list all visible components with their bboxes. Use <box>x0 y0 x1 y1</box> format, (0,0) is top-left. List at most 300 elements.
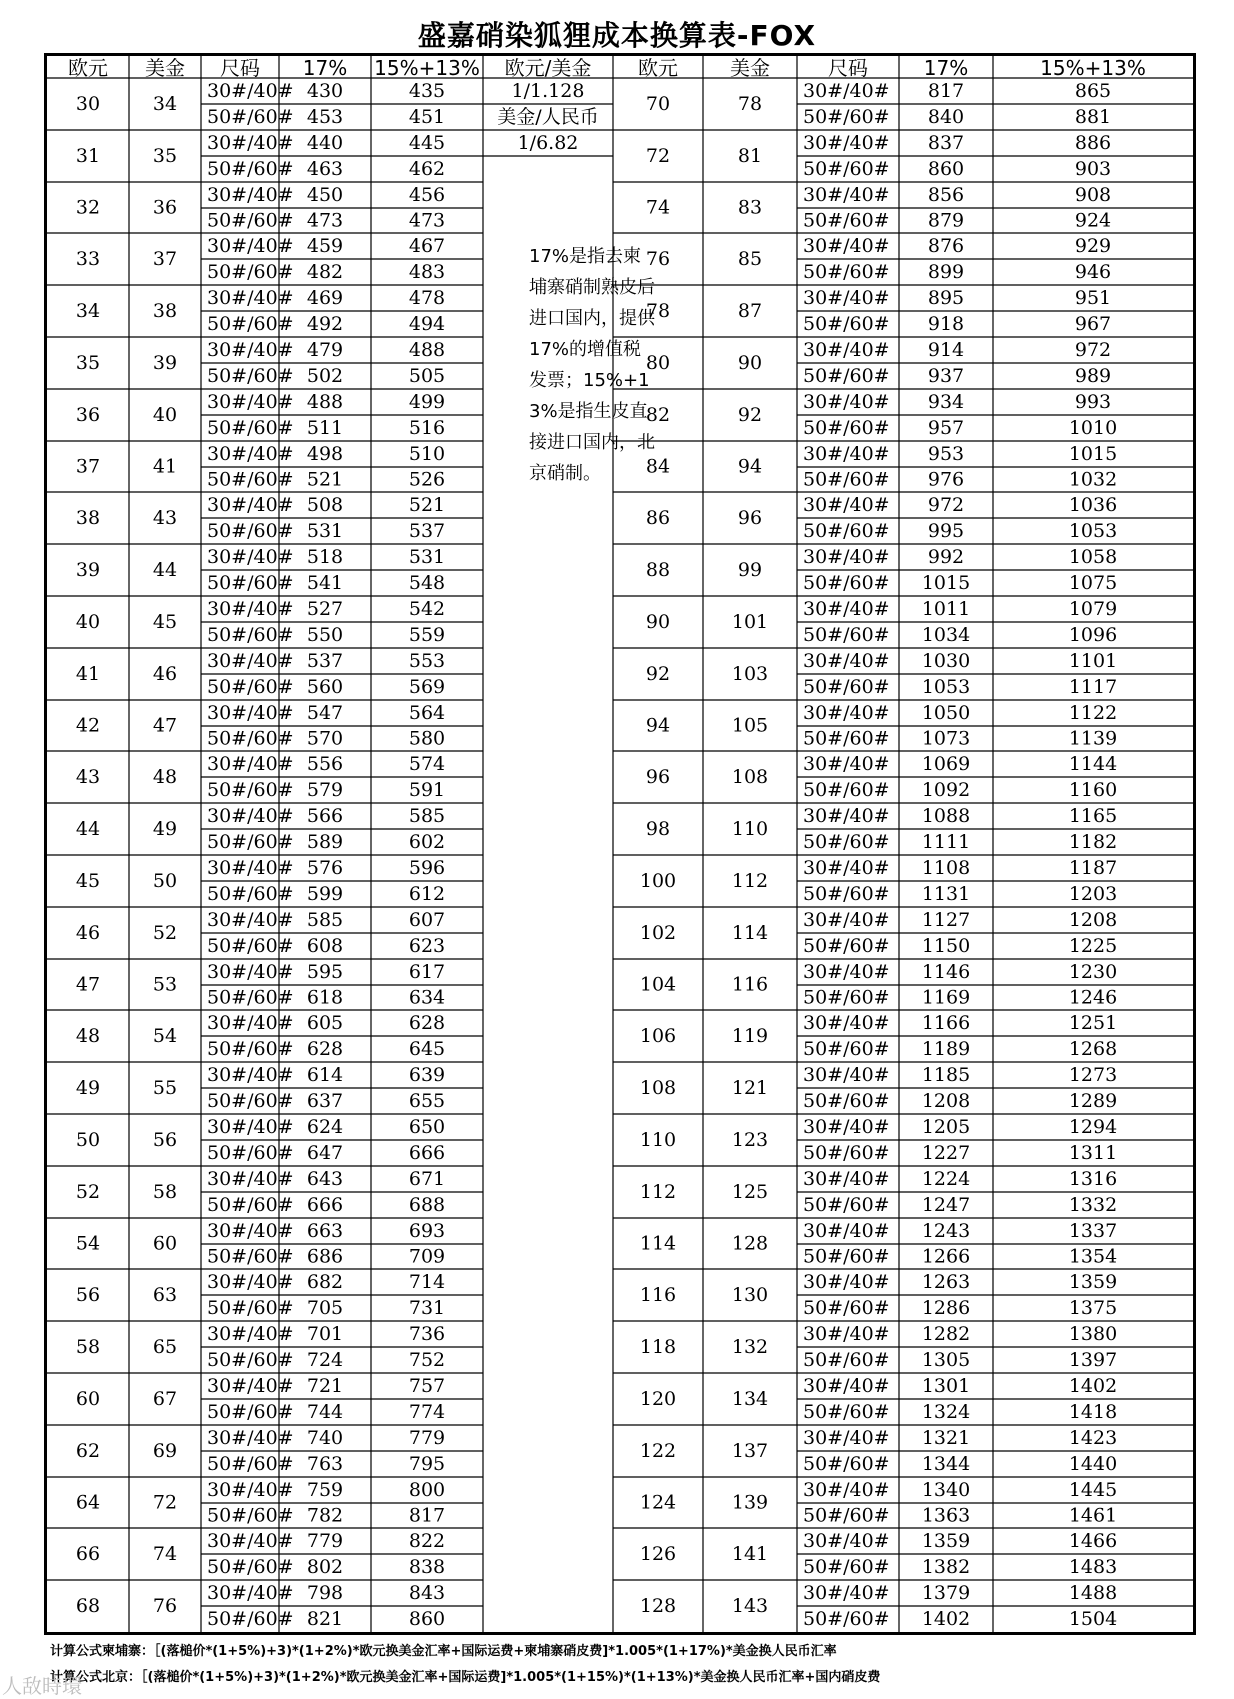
left-size-29-0: 30#/40# <box>207 1582 294 1604</box>
right-v17-24-0: 1282 <box>921 1323 971 1345</box>
left-v17-6-0: 488 <box>306 391 344 413</box>
left-v17-9-1: 541 <box>306 572 344 594</box>
left-v17-3-1: 482 <box>306 261 344 283</box>
right-size-10-0: 30#/40# <box>803 598 890 620</box>
left-usd-19: 55 <box>152 1077 178 1099</box>
left-size-13-1: 50#/60# <box>207 779 294 801</box>
right-eur-11: 92 <box>645 663 671 685</box>
left-v1513-27-1: 817 <box>408 1504 446 1527</box>
left-v1513-0-1: 451 <box>408 106 446 128</box>
right-usd-16: 114 <box>731 922 769 944</box>
left-size-9-0: 30#/40# <box>207 546 294 568</box>
right-usd-24: 132 <box>731 1336 769 1358</box>
right-size-5-0: 30#/40# <box>803 339 890 361</box>
left-v1513-20-0: 650 <box>408 1116 446 1138</box>
left-v17-23-0: 682 <box>306 1271 344 1293</box>
left-usd-13: 48 <box>152 766 178 788</box>
right-size-26-1: 50#/60# <box>803 1453 890 1475</box>
left-v17-18-0: 605 <box>306 1012 344 1034</box>
right-eur-19: 108 <box>639 1077 677 1099</box>
left-v1513-29-1: 860 <box>408 1608 446 1630</box>
right-v1513-5-1: 989 <box>1074 365 1112 387</box>
right-v17-9-1: 1015 <box>921 572 971 594</box>
right-v17-29-0: 1379 <box>921 1582 971 1604</box>
right-size-24-0: 30#/40# <box>803 1323 890 1345</box>
right-size-9-0: 30#/40# <box>803 546 890 568</box>
right-eur-10: 90 <box>645 611 671 633</box>
right-v1513-10-1: 1096 <box>1068 624 1118 646</box>
left-v17-8-0: 508 <box>306 494 344 516</box>
left-v1513-22-1: 709 <box>408 1245 446 1268</box>
left-v17-27-1: 782 <box>306 1504 344 1527</box>
left-size-11-1: 50#/60# <box>207 676 294 698</box>
left-size-3-0: 30#/40# <box>207 235 294 257</box>
right-v17-27-0: 1340 <box>921 1478 971 1501</box>
right-size-23-0: 30#/40# <box>803 1271 890 1293</box>
right-eur-14: 98 <box>645 818 671 840</box>
right-eur-16: 102 <box>639 922 677 944</box>
left-v1513-3-0: 467 <box>408 235 446 257</box>
left-size-8-0: 30#/40# <box>207 494 294 516</box>
left-v1513-14-1: 602 <box>408 831 446 853</box>
right-v17-6-1: 957 <box>927 417 965 439</box>
left-v1513-11-0: 553 <box>408 650 446 672</box>
left-v17-26-1: 763 <box>306 1453 344 1475</box>
right-eur-24: 118 <box>639 1336 677 1358</box>
right-v17-25-0: 1301 <box>921 1375 971 1397</box>
right-usd-6: 92 <box>737 404 763 426</box>
left-v1513-5-1: 505 <box>408 365 446 387</box>
right-v1513-15-0: 1187 <box>1068 857 1118 879</box>
left-v17-10-0: 527 <box>306 598 344 620</box>
left-eur-7: 37 <box>75 455 101 478</box>
right-header-0: 欧元 <box>638 56 678 80</box>
right-v1513-23-0: 1359 <box>1068 1271 1118 1293</box>
right-v1513-19-1: 1289 <box>1068 1090 1118 1112</box>
left-size-1-1: 50#/60# <box>207 158 294 180</box>
left-v1513-27-0: 800 <box>408 1478 446 1501</box>
right-size-17-0: 30#/40# <box>803 960 890 983</box>
right-eur-29: 128 <box>639 1595 677 1617</box>
right-v1513-27-1: 1461 <box>1068 1504 1118 1527</box>
right-v1513-0-1: 881 <box>1074 106 1112 128</box>
left-size-6-1: 50#/60# <box>207 417 294 439</box>
left-size-12-0: 30#/40# <box>207 701 294 724</box>
right-usd-13: 108 <box>731 766 769 788</box>
left-v1513-1-0: 445 <box>408 132 446 154</box>
left-eur-10: 40 <box>75 611 101 633</box>
left-header-1: 美金 <box>145 56 185 80</box>
right-size-11-0: 30#/40# <box>803 650 890 672</box>
right-v17-19-0: 1185 <box>921 1064 971 1086</box>
left-v1513-5-0: 488 <box>408 339 446 361</box>
left-v17-2-0: 450 <box>306 183 344 206</box>
left-v17-20-0: 624 <box>306 1116 344 1138</box>
right-v1513-4-1: 967 <box>1074 313 1112 335</box>
right-v17-1-0: 837 <box>927 132 965 154</box>
right-eur-27: 124 <box>639 1491 677 1514</box>
left-v17-15-1: 599 <box>306 883 344 905</box>
left-v17-29-1: 821 <box>306 1608 344 1630</box>
right-size-21-0: 30#/40# <box>803 1168 890 1190</box>
right-v1513-3-1: 946 <box>1074 261 1112 283</box>
right-v1513-9-1: 1075 <box>1068 572 1118 594</box>
right-v17-25-1: 1324 <box>921 1401 971 1423</box>
left-size-9-1: 50#/60# <box>207 572 294 594</box>
right-size-4-1: 50#/60# <box>803 313 890 335</box>
right-eur-2: 74 <box>645 196 671 219</box>
left-size-12-1: 50#/60# <box>207 727 294 750</box>
right-v1513-29-0: 1488 <box>1068 1582 1118 1604</box>
right-v17-16-1: 1150 <box>921 935 971 957</box>
right-v1513-26-0: 1423 <box>1068 1427 1118 1449</box>
right-usd-15: 112 <box>731 870 769 892</box>
left-eur-4: 34 <box>75 300 101 322</box>
left-v1513-28-1: 838 <box>408 1556 446 1578</box>
left-size-26-1: 50#/60# <box>207 1453 294 1475</box>
right-v1513-11-1: 1117 <box>1068 676 1118 698</box>
left-v17-22-0: 663 <box>306 1219 344 1242</box>
right-v17-22-0: 1243 <box>921 1219 971 1242</box>
left-eur-20: 50 <box>75 1129 101 1151</box>
left-v1513-12-1: 580 <box>408 727 446 750</box>
left-size-8-1: 50#/60# <box>207 520 294 542</box>
right-size-15-1: 50#/60# <box>803 883 890 905</box>
right-size-13-0: 30#/40# <box>803 753 890 775</box>
left-v1513-0-0: 435 <box>408 80 446 102</box>
right-size-27-0: 30#/40# <box>803 1478 890 1501</box>
left-usd-7: 41 <box>152 455 178 478</box>
right-v1513-22-0: 1337 <box>1068 1219 1118 1242</box>
left-v17-7-1: 521 <box>306 468 344 491</box>
right-v17-28-0: 1359 <box>921 1530 971 1552</box>
right-eur-7: 84 <box>645 455 671 478</box>
right-v17-14-1: 1111 <box>921 831 971 853</box>
left-v17-12-0: 547 <box>306 701 344 724</box>
left-v17-16-1: 608 <box>306 935 344 957</box>
left-size-10-1: 50#/60# <box>207 624 294 646</box>
left-eur-17: 47 <box>75 973 101 996</box>
left-eur-0: 30 <box>75 93 101 115</box>
left-v17-19-1: 637 <box>306 1090 344 1112</box>
left-size-2-0: 30#/40# <box>207 183 294 206</box>
left-usd-16: 52 <box>152 922 178 944</box>
left-size-23-0: 30#/40# <box>207 1271 294 1293</box>
left-v17-1-1: 463 <box>306 158 344 180</box>
right-v1513-24-0: 1380 <box>1068 1323 1118 1345</box>
right-usd-1: 81 <box>737 145 763 167</box>
left-usd-6: 40 <box>152 404 178 426</box>
right-v17-11-0: 1030 <box>921 650 971 672</box>
left-v17-14-1: 589 <box>306 831 344 853</box>
left-v17-12-1: 570 <box>306 727 344 750</box>
left-size-18-1: 50#/60# <box>207 1038 294 1060</box>
left-eur-23: 56 <box>75 1284 101 1306</box>
left-size-17-1: 50#/60# <box>207 986 294 1009</box>
right-size-28-0: 30#/40# <box>803 1530 890 1552</box>
right-v1513-21-0: 1316 <box>1068 1168 1118 1190</box>
right-size-2-0: 30#/40# <box>803 183 890 206</box>
right-v17-15-1: 1131 <box>921 883 971 905</box>
left-v1513-16-0: 607 <box>408 909 446 931</box>
left-header-3: 17% <box>302 56 348 80</box>
right-header-1: 美金 <box>730 56 770 80</box>
left-eur-24: 58 <box>75 1336 101 1358</box>
tax-note: 17%是指去柬埔寨硝制熟皮后进口国内，提供17%的增值税发票；15%+13%是指生皮直接进口国内，北京硝制。 <box>529 246 655 484</box>
right-v1513-12-1: 1139 <box>1068 727 1118 750</box>
left-eur-8: 38 <box>75 507 101 529</box>
page-title: 盛嘉硝染狐狸成本换算表-FOX <box>417 19 817 52</box>
left-v17-6-1: 511 <box>306 417 344 439</box>
right-v17-12-1: 1073 <box>921 727 971 750</box>
left-usd-20: 56 <box>152 1129 178 1151</box>
right-usd-2: 83 <box>737 196 763 219</box>
right-v17-4-0: 895 <box>927 287 965 309</box>
right-v1513-16-0: 1208 <box>1068 909 1118 931</box>
formula-cambodia: 计算公式柬埔寨：［(落槌价*(1+5%)+3)*(1+2%)*欧元换美金汇率+国际运费+柬埔寨硝皮费]*1.005*(1+17%)*美金换人民币汇率 <box>50 1644 837 1659</box>
right-eur-9: 88 <box>645 559 671 581</box>
right-v1513-8-1: 1053 <box>1068 520 1118 542</box>
right-eur-1: 72 <box>645 145 671 167</box>
left-usd-29: 76 <box>152 1595 178 1617</box>
right-v17-12-0: 1050 <box>921 701 971 724</box>
right-size-24-1: 50#/60# <box>803 1349 890 1371</box>
right-usd-12: 105 <box>731 714 769 737</box>
left-eur-25: 60 <box>75 1388 101 1410</box>
right-v17-4-1: 918 <box>927 313 965 335</box>
left-v1513-24-0: 736 <box>408 1323 446 1345</box>
right-size-19-0: 30#/40# <box>803 1064 890 1086</box>
right-v1513-10-0: 1079 <box>1068 598 1118 620</box>
right-eur-26: 122 <box>639 1440 677 1462</box>
right-size-29-1: 50#/60# <box>803 1608 890 1630</box>
left-size-0-0: 30#/40# <box>207 80 294 102</box>
left-size-5-1: 50#/60# <box>207 365 294 387</box>
left-v17-21-0: 643 <box>306 1168 344 1190</box>
right-v17-15-0: 1108 <box>921 857 971 879</box>
left-v17-26-0: 740 <box>306 1427 344 1449</box>
right-size-14-1: 50#/60# <box>803 831 890 853</box>
right-v17-14-0: 1088 <box>921 805 971 827</box>
right-v17-17-0: 1146 <box>921 960 971 983</box>
left-v17-28-1: 802 <box>306 1556 344 1578</box>
left-v17-28-0: 779 <box>306 1530 344 1552</box>
left-eur-14: 44 <box>75 818 101 840</box>
right-v17-21-0: 1224 <box>921 1168 971 1190</box>
right-v17-1-1: 860 <box>927 158 965 180</box>
left-usd-28: 74 <box>152 1543 178 1565</box>
right-size-17-1: 50#/60# <box>803 986 890 1009</box>
right-usd-0: 78 <box>737 93 763 115</box>
left-v1513-22-0: 693 <box>408 1219 446 1242</box>
right-usd-20: 123 <box>731 1129 769 1151</box>
right-v17-29-1: 1402 <box>921 1608 971 1630</box>
left-v1513-25-0: 757 <box>408 1375 446 1397</box>
left-size-25-1: 50#/60# <box>207 1401 294 1423</box>
left-size-16-0: 30#/40# <box>207 909 294 931</box>
left-usd-1: 35 <box>152 145 178 167</box>
left-eur-6: 36 <box>75 404 101 426</box>
left-v17-16-0: 585 <box>306 909 344 931</box>
right-usd-14: 110 <box>731 818 769 840</box>
left-size-4-0: 30#/40# <box>207 287 294 309</box>
right-v17-27-1: 1363 <box>921 1504 971 1527</box>
left-v1513-17-0: 617 <box>408 960 446 983</box>
left-v1513-13-0: 574 <box>408 753 446 775</box>
left-v1513-18-1: 645 <box>408 1038 446 1060</box>
right-v17-0-1: 840 <box>927 106 965 128</box>
right-size-6-0: 30#/40# <box>803 391 890 413</box>
left-size-3-1: 50#/60# <box>207 261 294 283</box>
left-size-2-1: 50#/60# <box>207 209 294 232</box>
left-size-10-0: 30#/40# <box>207 598 294 620</box>
left-v17-0-1: 453 <box>306 106 344 128</box>
left-size-11-0: 30#/40# <box>207 650 294 672</box>
right-v17-20-0: 1205 <box>921 1116 971 1138</box>
left-v17-23-1: 705 <box>306 1297 344 1319</box>
left-v17-13-1: 579 <box>306 779 344 801</box>
left-v17-21-1: 666 <box>306 1194 344 1216</box>
left-size-28-0: 30#/40# <box>207 1530 294 1552</box>
left-usd-23: 63 <box>152 1284 178 1306</box>
right-size-19-1: 50#/60# <box>803 1090 890 1112</box>
left-v1513-2-0: 456 <box>408 183 446 206</box>
left-eur-21: 52 <box>75 1181 101 1203</box>
left-size-16-1: 50#/60# <box>207 935 294 957</box>
left-eur-26: 62 <box>75 1440 101 1462</box>
left-size-22-0: 30#/40# <box>207 1219 294 1242</box>
left-v17-27-0: 759 <box>306 1478 344 1501</box>
left-v1513-12-0: 564 <box>408 701 446 724</box>
left-v1513-6-0: 499 <box>408 391 446 413</box>
right-usd-28: 141 <box>731 1543 769 1565</box>
left-size-27-0: 30#/40# <box>207 1478 294 1501</box>
right-v1513-15-1: 1203 <box>1068 883 1118 905</box>
right-v1513-12-0: 1122 <box>1068 701 1118 724</box>
right-eur-15: 100 <box>639 870 677 892</box>
right-usd-18: 119 <box>731 1025 769 1047</box>
right-eur-5: 80 <box>645 352 671 374</box>
left-v1513-13-1: 591 <box>408 779 446 801</box>
left-size-14-0: 30#/40# <box>207 805 294 827</box>
right-size-15-0: 30#/40# <box>803 857 890 879</box>
right-v17-13-0: 1069 <box>921 753 971 775</box>
right-usd-21: 125 <box>731 1181 769 1203</box>
left-usd-10: 45 <box>152 611 178 633</box>
right-v1513-14-1: 1182 <box>1068 831 1118 853</box>
left-usd-22: 60 <box>152 1232 178 1255</box>
left-v17-1-0: 440 <box>306 132 344 154</box>
left-v1513-15-0: 596 <box>408 857 446 879</box>
left-usd-0: 34 <box>152 93 178 115</box>
left-header-0: 欧元 <box>68 56 108 80</box>
right-eur-17: 104 <box>639 973 677 996</box>
right-v17-11-1: 1053 <box>921 676 971 698</box>
right-v1513-5-0: 972 <box>1074 339 1112 361</box>
right-v17-20-1: 1227 <box>921 1142 971 1164</box>
right-usd-11: 103 <box>731 663 769 685</box>
right-v1513-2-0: 908 <box>1074 183 1112 206</box>
right-eur-28: 126 <box>639 1543 677 1565</box>
left-size-24-1: 50#/60# <box>207 1349 294 1371</box>
left-eur-2: 32 <box>75 196 101 219</box>
left-v17-2-1: 473 <box>306 209 344 232</box>
right-size-12-1: 50#/60# <box>803 727 890 750</box>
left-eur-28: 66 <box>75 1543 101 1565</box>
right-size-3-0: 30#/40# <box>803 235 890 257</box>
left-v17-14-0: 566 <box>306 805 344 827</box>
right-eur-4: 78 <box>645 300 671 322</box>
rate-cell-1: 美金/人民币 <box>497 106 599 128</box>
right-eur-6: 82 <box>645 404 671 426</box>
left-v17-25-0: 721 <box>306 1375 344 1397</box>
right-usd-25: 134 <box>731 1388 769 1410</box>
right-v1513-0-0: 865 <box>1074 80 1112 102</box>
right-eur-8: 86 <box>645 507 671 529</box>
left-size-25-0: 30#/40# <box>207 1375 294 1397</box>
left-v1513-11-1: 569 <box>408 676 446 698</box>
right-size-11-1: 50#/60# <box>803 676 890 698</box>
left-eur-19: 49 <box>75 1077 101 1099</box>
right-size-20-0: 30#/40# <box>803 1116 890 1138</box>
right-v1513-13-1: 1160 <box>1068 779 1118 801</box>
right-v1513-20-1: 1311 <box>1068 1142 1118 1164</box>
right-header-3: 17% <box>923 56 969 80</box>
cost-table <box>44 53 1196 1635</box>
left-usd-17: 53 <box>152 973 178 996</box>
right-v1513-8-0: 1036 <box>1068 494 1118 516</box>
right-v1513-21-1: 1332 <box>1068 1194 1118 1216</box>
left-v1513-19-1: 655 <box>408 1090 446 1112</box>
rate-cell-2: 1/6.82 <box>517 132 579 154</box>
right-v17-26-0: 1321 <box>921 1427 971 1449</box>
right-v17-23-1: 1286 <box>921 1297 971 1319</box>
left-v17-22-1: 686 <box>306 1245 344 1268</box>
left-size-22-1: 50#/60# <box>207 1245 294 1268</box>
right-v17-0-0: 817 <box>927 80 965 102</box>
right-v17-28-1: 1382 <box>921 1556 971 1578</box>
left-v1513-8-0: 521 <box>408 494 446 516</box>
right-v1513-7-1: 1032 <box>1068 468 1118 491</box>
left-size-15-0: 30#/40# <box>207 857 294 879</box>
right-size-23-1: 50#/60# <box>803 1297 890 1319</box>
right-v1513-14-0: 1165 <box>1068 805 1118 827</box>
left-v1513-16-1: 623 <box>408 935 446 957</box>
right-v1513-2-1: 924 <box>1074 209 1112 232</box>
left-eur-12: 42 <box>75 714 101 737</box>
left-usd-26: 69 <box>152 1440 178 1462</box>
left-eur-15: 45 <box>75 870 101 892</box>
left-v17-0-0: 430 <box>306 80 344 102</box>
right-v17-2-0: 856 <box>927 183 965 206</box>
left-usd-3: 37 <box>152 248 178 270</box>
left-v1513-24-1: 752 <box>408 1349 446 1371</box>
right-size-25-0: 30#/40# <box>803 1375 890 1397</box>
right-v17-8-0: 972 <box>927 494 965 516</box>
right-usd-19: 121 <box>731 1077 769 1099</box>
right-v1513-20-0: 1294 <box>1068 1116 1118 1138</box>
left-v17-13-0: 556 <box>306 753 344 775</box>
left-eur-11: 41 <box>75 663 101 685</box>
left-v17-9-0: 518 <box>306 546 344 568</box>
left-size-1-0: 30#/40# <box>207 132 294 154</box>
right-size-14-0: 30#/40# <box>803 805 890 827</box>
left-eur-29: 68 <box>75 1595 101 1617</box>
right-size-8-0: 30#/40# <box>803 494 890 516</box>
right-v1513-18-0: 1251 <box>1068 1012 1118 1034</box>
right-size-20-1: 50#/60# <box>803 1142 890 1164</box>
right-size-13-1: 50#/60# <box>803 779 890 801</box>
